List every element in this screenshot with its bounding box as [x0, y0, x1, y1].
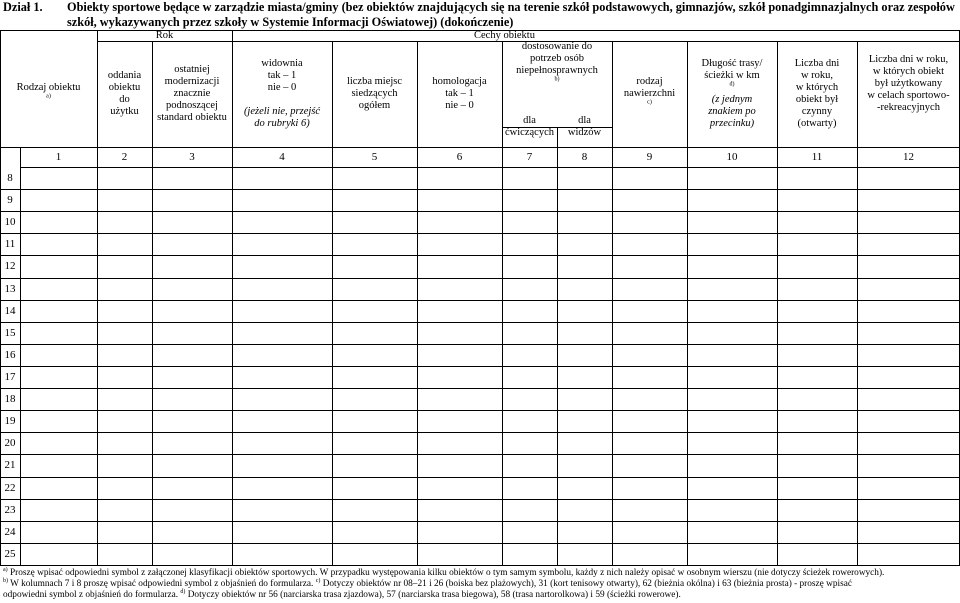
- row-number: 10: [4, 216, 16, 229]
- row-number: 8: [7, 172, 13, 185]
- row-number: 20: [4, 437, 16, 450]
- header-rodzaj-obiektu: Rodzaj obiektu $^{a)}$: [16, 82, 81, 100]
- column-number: 11: [811, 151, 823, 163]
- row-number: 18: [4, 393, 16, 406]
- title-line-1: Obiekty sportowe będące w zarządzie miasta/gminy (bez obiektów znajdujących się na terenie szkół podstawowych, gimnazjów, szkół ponadgimnazjalnych oraz zespołów: [67, 0, 955, 14]
- row-number: 22: [4, 481, 16, 494]
- header-homologacja: homologacja tak – 1 nie – 0: [432, 76, 487, 111]
- row-number: 17: [4, 371, 16, 384]
- header-dni-czynny: Liczba dni w roku, w których obiekt był czynny (otwarty): [794, 58, 840, 129]
- header-dla-widzow: dla widzów: [567, 115, 602, 138]
- row-number: 11: [4, 238, 16, 251]
- row-number: 19: [4, 415, 16, 428]
- row-number: 23: [4, 503, 16, 516]
- row-number: 24: [4, 525, 16, 538]
- header-cechy-obiektu: Cechy obiektu: [474, 30, 535, 41]
- column-number: 12: [903, 151, 914, 163]
- column-number: 6: [456, 151, 463, 163]
- row-number: 13: [4, 282, 16, 295]
- column-number: 5: [371, 151, 378, 163]
- column-number: 2: [121, 151, 128, 163]
- section-prefix: Dział 1.: [3, 0, 43, 14]
- column-number: 10: [726, 151, 738, 163]
- column-number: 8: [581, 151, 588, 163]
- title-line-2: szkół, wykazywanych przez szkoły w Systemie Informacji Oświatowej) (dokończenie): [67, 15, 514, 29]
- row-number: 15: [4, 326, 16, 339]
- header-rodzaj-nawierzchni: rodzaj nawierzchni $^{c)}$: [623, 76, 676, 106]
- row-number: 14: [4, 304, 16, 317]
- column-number: 9: [646, 151, 653, 163]
- header-rok: Rok: [155, 30, 174, 41]
- header-oddania: oddania obiektu do użytku: [107, 70, 142, 117]
- column-number: 7: [526, 151, 533, 163]
- footnotes: [3, 568, 958, 601]
- row-number: 9: [7, 194, 13, 207]
- row-number: 16: [4, 348, 16, 361]
- header-liczba-miejsc: liczba miejsc siedzących ogółem: [346, 76, 403, 111]
- column-number: 4: [279, 151, 285, 163]
- header-widownia: widownia tak – 1 nie – 0 (jeżeli nie, przejść do rubryki 6): [243, 58, 321, 129]
- header-dla-cwiczacych: dla ćwiczących: [505, 115, 554, 138]
- header-dlugosc-trasy: Długość trasy/ ścieżki w km $^{d)}$ (z jednym znakiem po przecinku): [701, 58, 763, 129]
- column-number: 1: [55, 151, 62, 163]
- footnote-a: $^{a)}$ Proszę wpisać odpowiedni symbol z załączonej klasyfikacji obiektów sportowych. W przypadku występowania kilku obiektów o tym samym symbolu, każdy z nich należy opisać w osobnym wierszu (nie dotyczy ścieżek rowerowych).: [3, 566, 885, 578]
- row-number: 12: [4, 260, 16, 273]
- header-dni-rekreacja: Liczba dni w roku, w których obiekt był użytkowany w celach sportowo- -rekreacyjnych: [867, 54, 950, 113]
- header-modernizacji: ostatniej modernizacji znacznie podnoszącej standard obiektu: [157, 64, 227, 123]
- column-number: 3: [189, 151, 195, 163]
- row-number: 25: [4, 547, 16, 560]
- footnote-c-cont: odpowiedni symbol z objaśnień do formularza. $^{d)}$ Dotyczy obiektów nr 56 (narciarska trasa zjazdowa), 57 (narciarska trasa biegowa), 58 (trasa nartorolkowa) i 59 (ścieżki rowerowe).: [3, 588, 681, 600]
- row-number: 21: [4, 459, 16, 472]
- footnote-b-c: $^{b)}$ W kolumnach 7 i 8 proszę wpisać odpowiedni symbol z objaśnień do formularza. $^{c)}$ Dotyczy obiektów nr 08–21 i 26 (boiska bez plażowych), 31 (kort tenisowy otwarty), 62 (bieżnia okólna) i 63 (bieżnia prosta) - proszę wpisać: [3, 577, 852, 589]
- header-dostosowanie: dostosowanie do potrzeb osób niepełnosprawnych $^{b)}$: [516, 41, 598, 83]
